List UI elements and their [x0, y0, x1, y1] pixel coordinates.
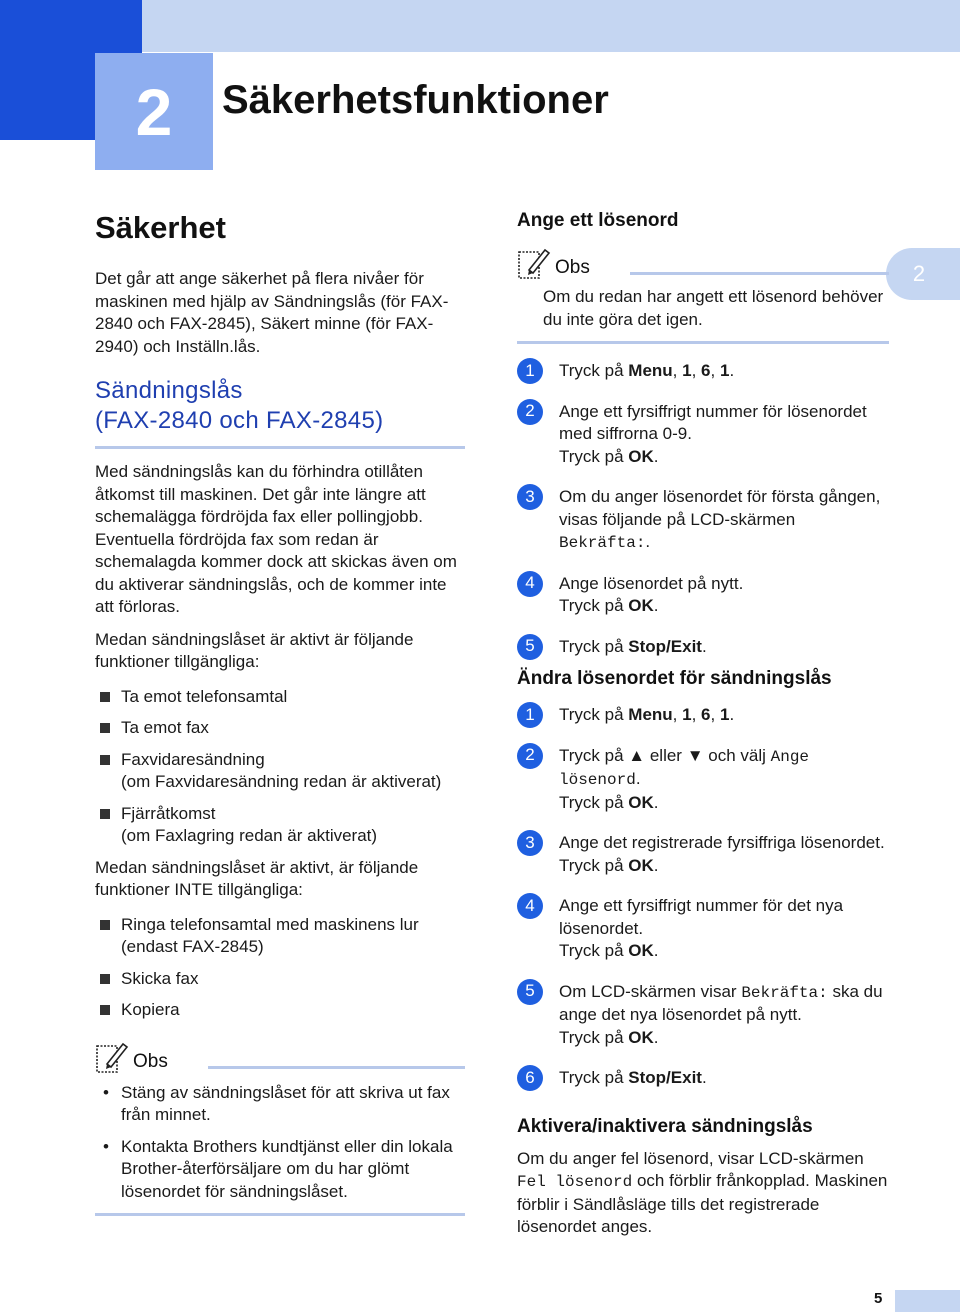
- section-title-send-lock: [95, 376, 465, 436]
- left-column: [95, 210, 465, 1216]
- list-item: Faxvidaresändning (om Faxvidaresändning redan är aktiverat): [95, 749, 465, 794]
- step-number-icon: 6: [517, 1065, 543, 1091]
- square-bullet-icon: [100, 755, 110, 765]
- available-functions-list: [95, 686, 465, 848]
- note-pencil-icon: [95, 1040, 129, 1074]
- note-text: Om du redan har angett ett lösenord behöver du inte göra det igen.: [543, 287, 884, 329]
- list-item: Ringa telefonsamtal med maskinens lur (endast FAX-2845): [95, 914, 465, 959]
- step-number-icon: 2: [517, 399, 543, 425]
- step-item: 1 Tryck på Menu, 1, 6, 1.: [517, 360, 889, 383]
- square-bullet-icon: [100, 723, 110, 733]
- note-label: Obs: [133, 1050, 168, 1072]
- note-footer-rule: [95, 1213, 465, 1216]
- step-number-icon: 2: [517, 743, 543, 769]
- note-footer-rule: [517, 341, 889, 344]
- bullet-dot-icon: •: [103, 1136, 109, 1156]
- note-pencil-icon: [517, 246, 551, 280]
- list-item: Fjärråtkomst (om Faxlagring redan är aktiverat): [95, 803, 465, 848]
- square-bullet-icon: [100, 809, 110, 819]
- note-list: [95, 1082, 465, 1204]
- step-item: 3 Ange det registrerade fyrsiffriga lösenordet. Tryck på OK.: [517, 832, 889, 877]
- set-password-title: Ange ett lösenord: [517, 210, 679, 231]
- step-item: 6 Tryck på Stop/Exit.: [517, 1067, 889, 1090]
- chapter-side-tab: 2: [886, 248, 960, 300]
- note-header-rule: [630, 272, 889, 275]
- unavailable-functions-list: [95, 914, 465, 1022]
- header-bar: [0, 0, 960, 52]
- square-bullet-icon: [100, 974, 110, 984]
- section-title-security: Säkerhet: [95, 210, 226, 245]
- intro-paragraph: Det går att ange säkerhet på flera nivåer för maskinen med hjälp av Sändningslås (för FAX-2840 och FAX-2845), Säkert minne (för FAX-2940) och Inställn.lås.: [95, 269, 449, 356]
- list-item: • Stäng av sändningslåset för att skriva ut fax från minnet.: [103, 1082, 450, 1124]
- arrow-up-icon: ▲: [628, 745, 646, 765]
- square-bullet-icon: [100, 1005, 110, 1015]
- bullet-dot-icon: •: [103, 1082, 109, 1102]
- set-password-steps: [517, 360, 889, 658]
- square-bullet-icon: [100, 920, 110, 930]
- list-item: Ta emot telefonsamtal: [95, 686, 465, 709]
- list-item: • Kontakta Brothers kundtjänst eller din lokala Brother-återförsäljare om du har glömt lösenordet för sändningslåset.: [103, 1136, 453, 1201]
- note-box: [517, 246, 889, 344]
- note-header-rule: [208, 1066, 465, 1069]
- note-box: [95, 1040, 465, 1217]
- step-item: 1 Tryck på Menu, 1, 6, 1.: [517, 704, 889, 727]
- chapter-title: Säkerhetsfunktioner: [222, 78, 609, 122]
- list-item: Ta emot fax: [95, 717, 465, 740]
- list-item: Kopiera: [95, 999, 465, 1022]
- step-item: 2 Ange ett fyrsiffrigt nummer för lösenordet med siffrorna 0-9. Tryck på OK.: [517, 401, 889, 469]
- page-number-bar: [895, 1290, 960, 1312]
- send-lock-title-line1: Sändningslås: [95, 377, 243, 404]
- step-number-icon: 1: [517, 358, 543, 384]
- page-number: 5: [874, 1290, 883, 1307]
- change-password-title: Ändra lösenordet för sändningslås: [517, 668, 832, 689]
- unavailable-functions-intro: Medan sändningslåset är aktivt, är följande funktioner INTE tillgängliga:: [95, 857, 419, 899]
- step-item: 4 Ange lösenordet på nytt. Tryck på OK.: [517, 573, 889, 618]
- step-item: 3 Om du anger lösenordet för första gången, visas följande på LCD-skärmen Bekräfta:.: [517, 486, 889, 555]
- send-lock-title-line2: (FAX-2840 och FAX-2845): [95, 407, 384, 434]
- step-number-icon: 3: [517, 484, 543, 510]
- step-item: 4 Ange ett fyrsiffrigt nummer för det nya lösenordet. Tryck på OK.: [517, 895, 889, 963]
- square-bullet-icon: [100, 692, 110, 702]
- section-divider: [95, 446, 465, 449]
- send-lock-description: Med sändningslås kan du förhindra otillåten åtkomst till maskinen. Det går inte längre att schemalägga fördröjda fax eller pollingjobb. Eventuella fördröjda fax som redan är schemalagda kommer dock att skickas även om du aktiverar sändningslås, och de kommer inte att förloras.: [95, 462, 457, 616]
- chapter-number: 2: [95, 53, 213, 170]
- right-column: [517, 210, 889, 1249]
- step-number-icon: 4: [517, 893, 543, 919]
- change-password-steps: [517, 704, 889, 1090]
- toggle-send-lock-text: Om du anger fel lösenord, visar LCD-skärmen Fel lösenord och förblir frånkopplad. Maskinen förblir i Sändlåsläge tills det registrerade lösenordet anges.: [517, 1148, 888, 1236]
- note-label: Obs: [555, 257, 590, 278]
- available-functions-intro: Medan sändningslåset är aktivt är följande funktioner tillgängliga:: [95, 629, 414, 671]
- step-number-icon: 5: [517, 979, 543, 1005]
- toggle-send-lock-title: Aktivera/inaktivera sändningslås: [517, 1115, 813, 1137]
- step-number-icon: 1: [517, 702, 543, 728]
- step-item: 2 Tryck på ▲ eller ▼ och välj Ange lösenord. Tryck på OK.: [517, 745, 889, 815]
- step-item: 5 Tryck på Stop/Exit.: [517, 636, 889, 659]
- step-number-icon: 4: [517, 571, 543, 597]
- step-number-icon: 5: [517, 634, 543, 660]
- step-number-icon: 3: [517, 830, 543, 856]
- arrow-down-icon: ▼: [686, 745, 704, 765]
- step-item: 5 Om LCD-skärmen visar Bekräfta: ska du ange det nya lösenordet på nytt. Tryck på OK.: [517, 981, 889, 1050]
- list-item: Skicka fax: [95, 968, 465, 991]
